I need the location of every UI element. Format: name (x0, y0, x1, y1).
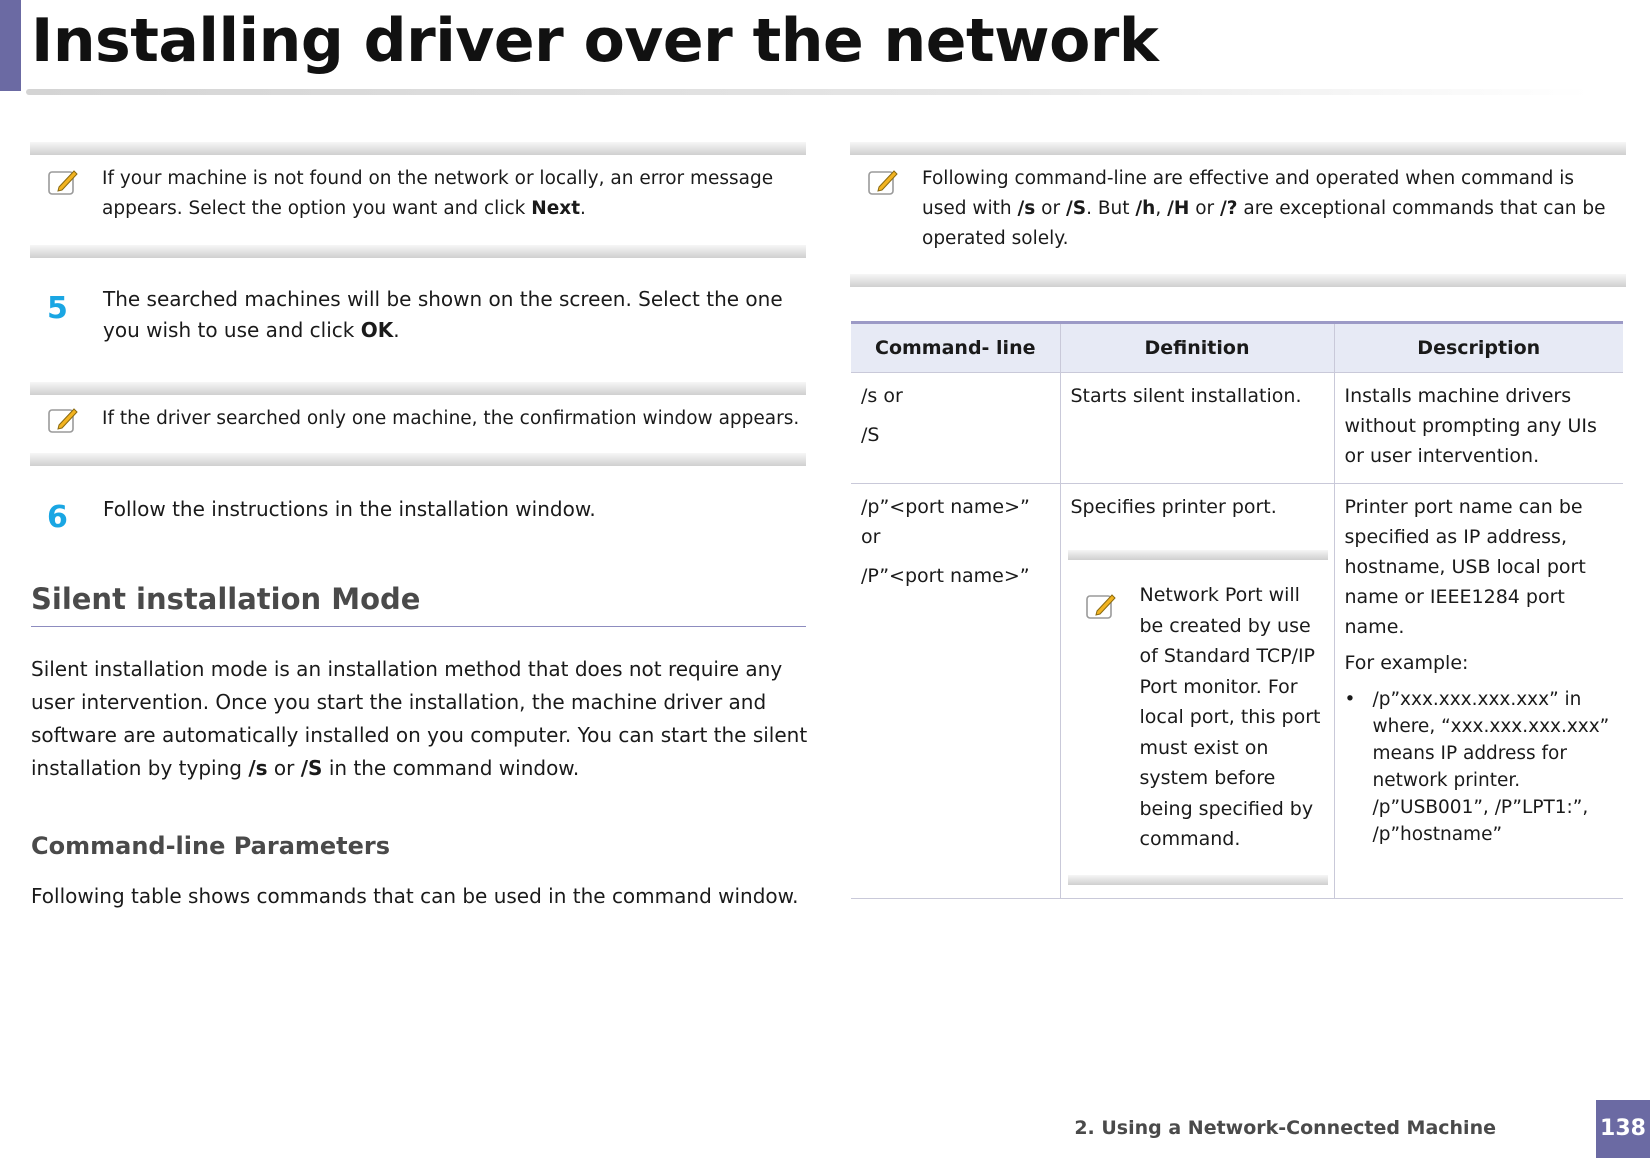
pencil-note-icon (1086, 592, 1116, 620)
definition-note (1068, 550, 1328, 885)
note-text: Network Port will be created by use of Standard TCP/IP Port monitor. For local port, this port must exist on system before being specified by command. (1139, 584, 1321, 850)
step-text: Follow the instructions in the installation window. (103, 497, 596, 521)
example-label: For example: (1344, 652, 1469, 674)
step-number: 6 (47, 500, 68, 535)
note-bottom-band (30, 453, 806, 466)
header-accent-bar (0, 0, 21, 91)
note-single-machine (30, 382, 806, 466)
pencil-note-icon (868, 168, 898, 196)
note-text: Following command-line are effective and operated when command is used with /s or /S. But /h, /H or /? are exceptional commands that can be operated solely. (922, 168, 1606, 249)
note-not-found (30, 142, 806, 258)
command-cell (851, 373, 1060, 484)
section-heading: Silent installation Mode (31, 582, 421, 616)
bullet-icon: • (1344, 689, 1356, 710)
step-text: The searched machines will be shown on the screen. Select the one you wish to use and click OK. (103, 287, 783, 342)
definition-cell (1060, 484, 1334, 899)
bullet-text: /p”xxx.xxx.xxx.xxx” in where, “xxx.xxx.xxx.xxx” means IP address for network printer. /p”USB001”, /P”LPT1:”, /p”hostname” (1372, 689, 1610, 845)
description-cell: Installs machine drivers without prompting any UIs or user intervention. (1334, 373, 1623, 484)
note-bottom-band (30, 245, 806, 258)
note-bottom-band (1068, 875, 1328, 885)
note-top-band (30, 382, 806, 395)
column-header: Command- line (851, 323, 1060, 373)
column-header: Description (1334, 323, 1623, 373)
pencil-note-icon (48, 406, 78, 434)
step-number: 5 (47, 291, 68, 326)
note-top-band (1068, 550, 1328, 560)
description-cell (1334, 484, 1623, 899)
list-item (1345, 686, 1614, 848)
note-top-band (30, 142, 806, 155)
description-text: Printer port name can be specified as IP address, hostname, USB local port name or IEEE1284 port name. (1344, 496, 1586, 638)
title-rule (26, 89, 1591, 95)
section-paragraph: Silent installation mode is an installation method that does not require any user intervention. Once you start the installation, the machine driver and software are automatically installed on you computer. You can start the silent installation by typing /s or /S in the command window. (31, 657, 808, 780)
next-label: Next (531, 198, 581, 219)
subsection-heading: Command-line Parameters (31, 832, 391, 860)
command-cell (851, 484, 1060, 899)
table-row (851, 373, 1623, 484)
section-rule (31, 626, 806, 627)
footer-chapter: 2. Using a Network-Connected Machine (1074, 1117, 1496, 1139)
definition-text: Specifies printer port. (1070, 496, 1277, 518)
table-header-row (851, 323, 1623, 373)
command-text: /P”<port name>” (861, 565, 1030, 587)
note-bottom-band (850, 274, 1626, 287)
page-number: 138 (1596, 1100, 1650, 1158)
page-title: Installing driver over the network (31, 6, 1159, 76)
command-text: /s or (861, 385, 903, 407)
ok-label: OK (360, 318, 394, 342)
column-header: Definition (1060, 323, 1334, 373)
table-row (851, 484, 1623, 899)
note-top-band (850, 142, 1626, 155)
note-command-line (850, 142, 1626, 287)
command-text: /S (861, 424, 880, 446)
note-text: If the driver searched only one machine, the confirmation window appears. (102, 408, 800, 429)
definition-cell: Starts silent installation. (1060, 373, 1334, 484)
subsection-paragraph: Following table shows commands that can be used in the command window. (31, 884, 799, 908)
pencil-note-icon (48, 168, 78, 196)
command-table (851, 321, 1623, 899)
command-text: /p”<port name>” or (861, 496, 1030, 548)
note-text: If your machine is not found on the network or locally, an error message appears. Select the option you want and click Next. (102, 168, 774, 219)
